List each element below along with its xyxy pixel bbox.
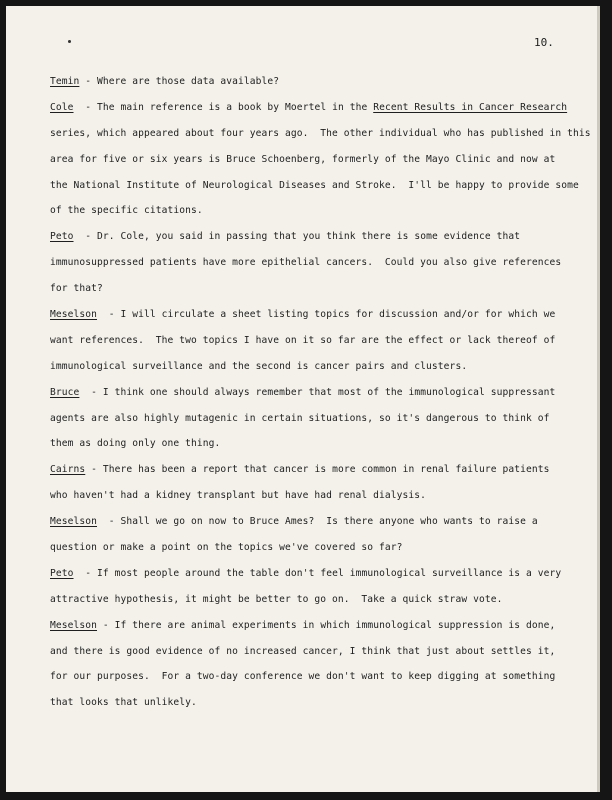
line-text: area for five or six years is Bruce Schoenberg, formerly of the Mayo Clinic and now at bbox=[50, 153, 556, 165]
line-text: for that? bbox=[50, 283, 103, 295]
text-line bbox=[50, 664, 580, 690]
text-line bbox=[50, 198, 580, 224]
speaker-separator: - bbox=[79, 386, 103, 398]
text-line bbox=[50, 276, 580, 302]
line-text: If most people around the table don't feel immunological surveillance is a very bbox=[97, 567, 562, 579]
speaker-name: Meselson bbox=[50, 516, 98, 528]
speaker-line bbox=[50, 380, 580, 406]
speaker-separator: - bbox=[73, 567, 98, 579]
speaker-line bbox=[50, 561, 580, 587]
speaker-line bbox=[50, 302, 580, 328]
line-text: agents are also highly mutagenic in certain situations, so it's dangerous to think of bbox=[50, 412, 550, 424]
line-text: If there are animal experiments in which immunological suppression is done, bbox=[114, 619, 556, 631]
text-line bbox=[50, 354, 580, 380]
line-text: There has been a report that cancer is more common in renal failure patients bbox=[102, 464, 550, 476]
document-page bbox=[6, 6, 600, 792]
line-text: Where are those data available? bbox=[97, 76, 280, 87]
line-text: series, which appeared about four years ago. The other individual who has published in this bbox=[50, 127, 591, 139]
speaker-separator: - bbox=[73, 231, 98, 243]
page-number: 10. bbox=[534, 36, 554, 49]
line-text: them as doing only one thing. bbox=[50, 438, 221, 450]
speaker-separator: - bbox=[97, 309, 121, 321]
text-line bbox=[50, 121, 591, 147]
text-line bbox=[50, 535, 580, 561]
text-line bbox=[50, 328, 580, 354]
speaker-line bbox=[50, 69, 580, 95]
speaker-line bbox=[50, 613, 580, 639]
text-line bbox=[50, 250, 580, 276]
transcript-body bbox=[50, 69, 591, 716]
speaker-separator: - bbox=[79, 76, 98, 87]
text-line bbox=[50, 639, 580, 665]
speaker-line bbox=[50, 224, 580, 250]
speaker-name: Cole bbox=[50, 101, 74, 113]
line-text: the National Institute of Neurological Diseases and Stroke. I'll be happy to provide some bbox=[50, 179, 579, 191]
publication-title: Recent Results in Cancer Research bbox=[373, 101, 568, 113]
line-text: attractive hypothesis, it might be better to go on. Take a quick straw vote. bbox=[50, 593, 503, 605]
speaker-separator: - bbox=[73, 101, 98, 113]
line-text: and there is good evidence of no increased cancer, I think that just about settles it, bbox=[50, 645, 556, 657]
speaker-separator: - bbox=[97, 516, 121, 528]
line-text: question or make a point on the topics we've covered so far? bbox=[50, 542, 403, 554]
speaker-name: Meselson bbox=[50, 619, 98, 631]
speaker-line bbox=[50, 457, 580, 483]
speaker-name: Temin bbox=[50, 76, 80, 87]
line-text: Shall we go on now to Bruce Ames? Is there anyone who wants to raise a bbox=[120, 516, 538, 528]
speaker-separator: - bbox=[85, 464, 103, 476]
speaker-name: Peto bbox=[50, 567, 74, 579]
line-text: that looks that unlikely. bbox=[50, 697, 197, 709]
speaker-name: Cairns bbox=[50, 464, 86, 476]
line-text: I will circulate a sheet listing topics for discussion and/or for which we bbox=[120, 309, 556, 321]
speaker-separator: - bbox=[97, 619, 115, 631]
line-text: I think one should always remember that most of the immunological suppressant bbox=[102, 386, 556, 398]
text-line bbox=[50, 173, 580, 199]
speaker-name: Meselson bbox=[50, 309, 98, 321]
line-text: immunological surveillance and the second is cancer pairs and clusters. bbox=[50, 360, 468, 372]
speaker-line bbox=[50, 509, 580, 535]
line-text: The main reference is a book by Moertel in the bbox=[97, 101, 374, 113]
text-line bbox=[50, 690, 580, 716]
text-line bbox=[50, 483, 580, 509]
line-text: of the specific citations. bbox=[50, 205, 203, 217]
line-text: Dr. Cole, you said in passing that you think there is some evidence that bbox=[97, 231, 521, 243]
speaker-line bbox=[50, 95, 580, 121]
line-text: for our purposes. For a two-day conference we don't want to keep digging at something bbox=[50, 671, 556, 683]
page-mark bbox=[68, 40, 71, 43]
line-text: immunosuppressed patients have more epithelial cancers. Could you also give references bbox=[50, 257, 562, 269]
text-line bbox=[50, 587, 580, 613]
speaker-name: Peto bbox=[50, 231, 74, 243]
speaker-name: Bruce bbox=[50, 386, 80, 398]
line-text: who haven't had a kidney transplant but have had renal dialysis. bbox=[50, 490, 427, 502]
text-line bbox=[50, 431, 580, 457]
text-line bbox=[50, 406, 580, 432]
line-text: want references. The two topics I have on it so far are the effect or lack thereof of bbox=[50, 334, 556, 346]
text-line bbox=[50, 147, 580, 173]
